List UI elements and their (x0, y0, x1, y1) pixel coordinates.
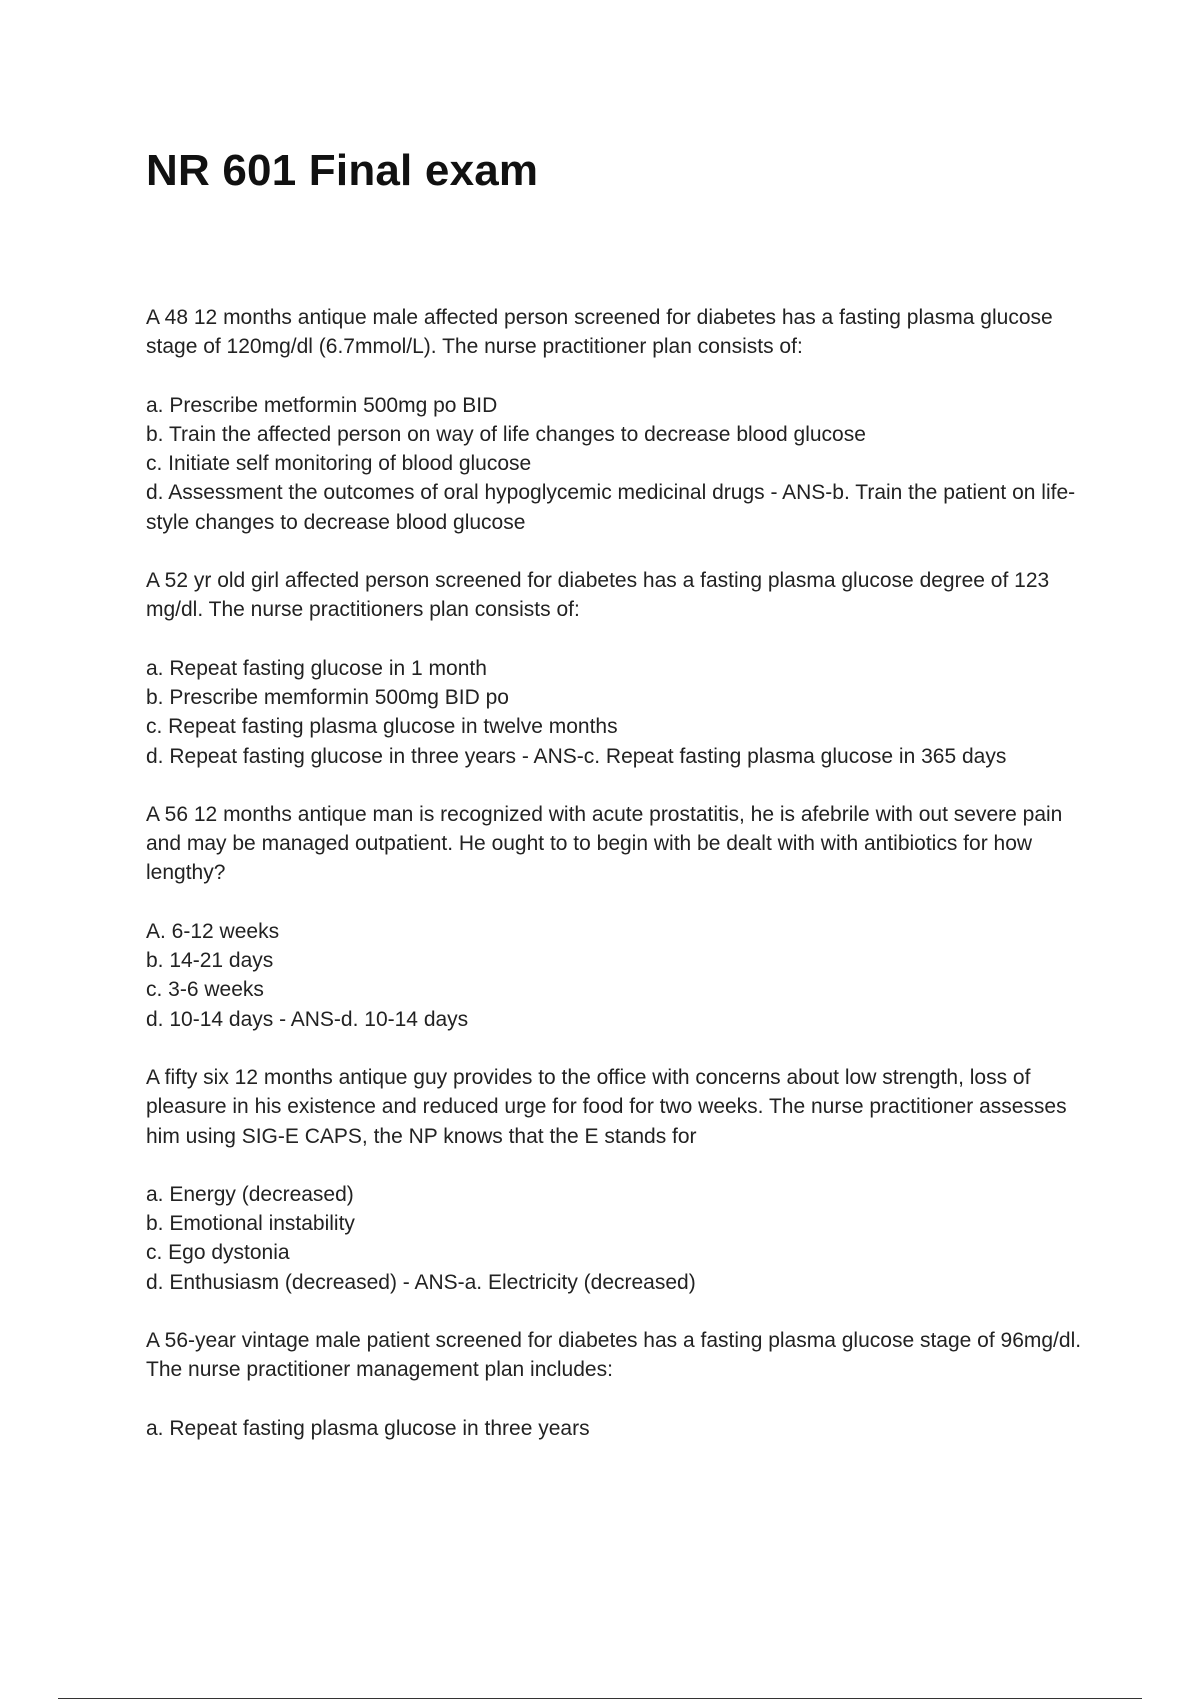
question-item (146, 800, 1096, 1034)
question-item (146, 1326, 1096, 1443)
answer-option: a. Energy (decreased) (146, 1182, 354, 1206)
answer-option: a. Prescribe metformin 500mg po BID (146, 393, 498, 417)
answer-option: A. 6-12 weeks (146, 919, 280, 943)
document-title: NR 601 Final exam (146, 146, 539, 195)
question-stem: A 48 12 months antique male affected person screened for diabetes has a fasting plasma glucose stage of 120mg/dl (6.7mmol/L). The nurse practitioner plan consists of: (146, 306, 1053, 359)
answer-option: c. Initiate self monitoring of blood glucose (146, 452, 532, 476)
answer-option: b. Prescribe memformin 500mg BID po (146, 685, 509, 709)
question-stem: A 52 yr old girl affected person screened for diabetes has a fasting plasma glucose degree of 123 mg/dl. The nurse practitioners plan consists of: (146, 569, 1050, 622)
answer-option: d. Enthusiasm (decreased) - ANS-a. Electricity (decreased) (146, 1270, 696, 1294)
answer-options (146, 1414, 1096, 1443)
answer-option: b. Train the affected person on way of life changes to decrease blood glucose (146, 422, 866, 446)
answer-option: a. Repeat fasting glucose in 1 month (146, 656, 487, 680)
question-item (146, 303, 1096, 537)
answer-option: d. 10-14 days - ANS-d. 10-14 days (146, 1007, 469, 1031)
question-stem: A 56 12 months antique man is recognized with acute prostatitis, he is afebrile with out severe pain and may be managed outpatient. He ought to to begin with be dealt with with antibiotics for how lengthy? (146, 802, 1063, 885)
answer-option: b. 14-21 days (146, 949, 274, 973)
answer-options (146, 1180, 1096, 1297)
question-stem: A 56-year vintage male patient screened for diabetes has a fasting plasma glucose stage of 96mg/dl. The nurse practitioner management plan includes: (146, 1329, 1082, 1382)
question-item (146, 1063, 1096, 1297)
answer-option: c. Repeat fasting plasma glucose in twelve months (146, 715, 618, 739)
answer-options (146, 917, 1096, 1034)
answer-option: c. 3-6 weeks (146, 978, 264, 1002)
question-stem: A fifty six 12 months antique guy provides to the office with concerns about low strength, loss of pleasure in his existence and reduced urge for food for two weeks. The nurse practitioner assesses him using SIG-E CAPS, the NP knows that the E stands for (146, 1065, 1067, 1148)
question-item (146, 566, 1096, 771)
question-list (146, 303, 1096, 1472)
answer-option: a. Repeat fasting plasma glucose in three years (146, 1416, 590, 1440)
answer-options (146, 654, 1096, 771)
answer-option: d. Repeat fasting glucose in three years - ANS-c. Repeat fasting plasma glucose in 365 days (146, 744, 1007, 768)
answer-option: b. Emotional instability (146, 1212, 355, 1236)
answer-option: c. Ego dystonia (146, 1241, 290, 1265)
footer-divider (58, 1698, 1142, 1699)
answer-option: d. Assessment the outcomes of oral hypoglycemic medicinal drugs - ANS-b. Train the patient on life-style changes to decrease blood glucose (146, 481, 1076, 534)
answer-options (146, 391, 1096, 537)
